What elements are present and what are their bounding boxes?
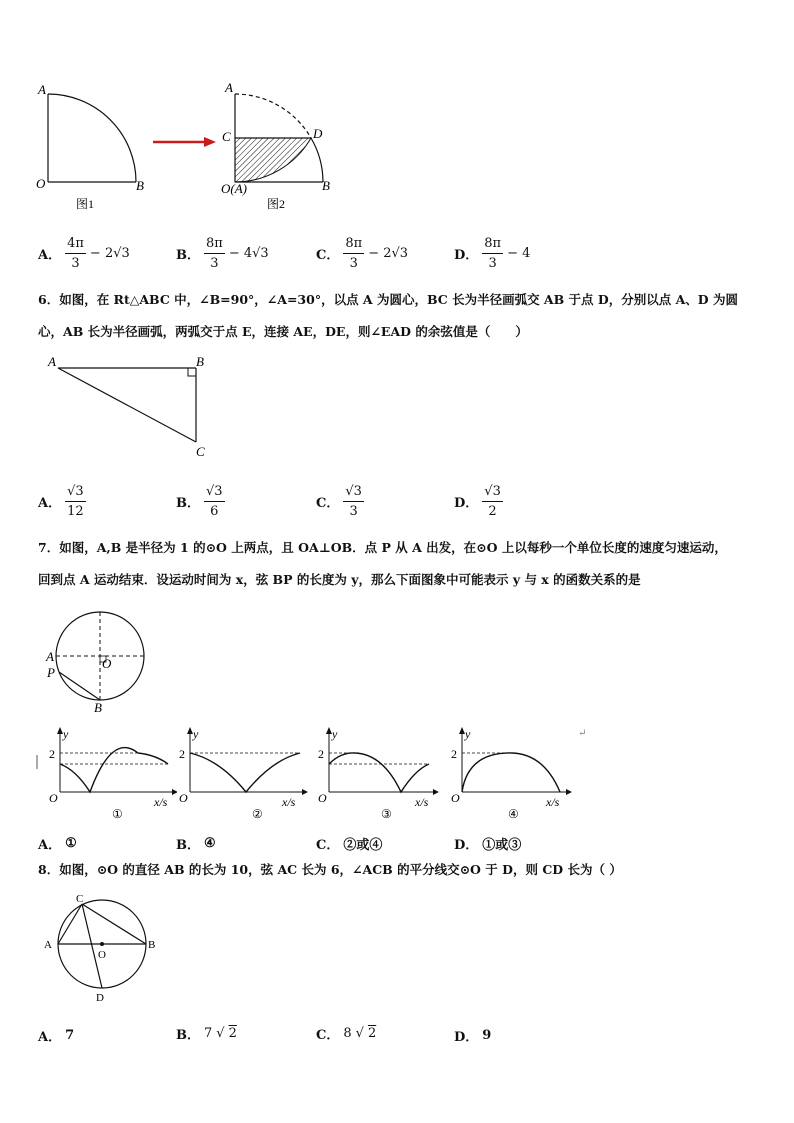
q7-option-c[interactable] (316, 834, 382, 853)
option-rest: − 4 (507, 246, 531, 261)
graph-y-label: y (465, 727, 471, 741)
q7-option-a[interactable] (38, 834, 77, 853)
graph-y-label: y (63, 727, 69, 741)
q7-graph-4 (440, 722, 580, 822)
option-letter: B． (176, 496, 200, 511)
q7-line-2: 回到点 A 运动结束．设运动时间为 x，弦 BP 的长度为 y，那么下面图象中可能表示 y 与 x 的函数关系的是 (38, 572, 641, 587)
q5-option-b[interactable] (176, 236, 269, 271)
option-letter: D． (454, 248, 479, 263)
fig2-label-d: D (313, 126, 323, 141)
q5-option-c[interactable] (316, 236, 408, 271)
option-letter: A． (38, 838, 62, 853)
q8-label-b: B (148, 939, 156, 951)
fraction: $\frac{8\pi}{3}$ (206, 236, 223, 271)
fig1-label-o: O (36, 176, 46, 191)
graph-origin: O (318, 791, 327, 805)
q7-label-p: P (47, 665, 55, 680)
option-letter: D． (454, 838, 479, 853)
graph-tick-2: 2 (318, 747, 324, 761)
option-letter: B． (176, 1028, 200, 1043)
fraction: $\frac{√3}{6}$ (206, 484, 223, 519)
q7-circle-figure (42, 606, 157, 714)
q6-option-c[interactable] (316, 484, 364, 519)
graph-x-label: x/s (154, 795, 168, 809)
fraction: $\frac{√3}{2}$ (484, 484, 501, 519)
fig1-label-a: A (38, 82, 46, 97)
option-text: ④ (204, 836, 216, 851)
graph-origin: O (179, 791, 188, 805)
option-letter: A． (38, 496, 62, 511)
option-rest: − 2√3 (89, 246, 130, 261)
option-letter: B． (176, 838, 200, 853)
fig1-caption: 图1 (76, 197, 95, 211)
q5-option-d[interactable] (454, 236, 530, 271)
option-letter: B． (176, 248, 200, 263)
q6-label-b: B (196, 354, 204, 369)
sqrt-sign: √ (216, 1026, 225, 1041)
q8-option-c[interactable] (316, 1024, 376, 1043)
q7-graph-3 (305, 722, 445, 822)
q8-line-1: 8．如图，⊙O 的直径 AB 的长为 10，弦 AC 长为 6，∠ACB 的平分线交⊙O 于 D，则 CD 长为（ ） (38, 862, 622, 877)
option-rest: − 2√3 (368, 246, 409, 261)
q5-figure-1 (30, 78, 160, 213)
q7-option-d[interactable] (454, 834, 521, 853)
graph-number: ④ (508, 807, 519, 821)
option-text: 9 (482, 1028, 492, 1043)
option-text: 7 (65, 1028, 75, 1043)
q7-graph-2 (170, 722, 315, 822)
graph-y-label: y (193, 727, 199, 741)
fig2-caption: 图2 (267, 197, 286, 211)
option-letter: C． (316, 838, 340, 853)
q5-option-a[interactable] (38, 236, 130, 271)
q7-label-a: A (46, 649, 54, 664)
q6-option-d[interactable] (454, 484, 503, 519)
q8-label-a: A (44, 939, 52, 951)
fraction: $\frac{8\pi}{3}$ (345, 236, 363, 271)
graph-origin: O (451, 791, 460, 805)
option-coef: 8 (343, 1026, 352, 1041)
red-arrow (150, 134, 220, 150)
fig2-label-o: O(A) (221, 181, 247, 196)
option-radicand: 2 (228, 1026, 237, 1041)
q6-label-c: C (196, 444, 205, 459)
q7-line-1: 7．如图，A,B 是半径为 1 的⊙O 上两点，且 OA⊥OB．点 P 从 A 出发，在⊙O 上以每秒一个单位长度的速度匀速运动， (38, 540, 727, 555)
q8-label-o: O (98, 949, 106, 961)
graph-y-label: y (332, 727, 338, 741)
option-text: ②或④ (343, 838, 383, 853)
graph-origin: O (49, 791, 58, 805)
graph-number: ② (252, 807, 263, 821)
option-letter: C． (316, 1028, 340, 1043)
fig1-label-b: B (136, 178, 144, 193)
q8-circle-figure (38, 888, 168, 1006)
graph-tick-2: 2 (49, 747, 55, 761)
q8-option-d[interactable] (454, 1026, 491, 1045)
q6-line-1: 6．如图，在 Rt△ABC 中，∠B=90°，∠A=30°，以点 A 为圆心，BC 长为半径画弧交 AB 于点 D，分别以点 A、D 为圆 (38, 292, 738, 307)
q6-label-a: A (48, 354, 56, 369)
fraction: $\frac{4\pi}{3}$ (67, 236, 84, 271)
fraction: $\frac{8\pi}{3}$ (484, 236, 502, 271)
fig2-label-b: B (322, 178, 330, 193)
q8-label-c: C (76, 893, 84, 905)
option-radicand: 2 (367, 1026, 377, 1041)
q6-line-2: 心，AB 长为半径画弧，两弧交于点 E，连接 AE，DE，则∠EAD 的余弦值是（ ） (38, 324, 528, 339)
q6-option-a[interactable] (38, 484, 86, 519)
graph-number: ③ (381, 807, 392, 821)
option-text: ① (65, 836, 77, 851)
q7-graph-1 (32, 722, 177, 822)
fig2-label-c: C (222, 129, 231, 144)
option-rest: − 4√3 (228, 246, 269, 261)
q5-figure-2 (215, 78, 345, 213)
q7-label-b: B (94, 700, 102, 714)
fraction: $\frac{√3}{3}$ (345, 484, 362, 519)
q8-option-a[interactable] (38, 1026, 74, 1045)
option-letter: A． (38, 1030, 62, 1045)
graph-tick-2: 2 (451, 747, 457, 761)
graph-x-label: x/s (282, 795, 296, 809)
option-letter: D． (454, 496, 479, 511)
q7-label-o: O (102, 656, 112, 671)
q8-label-d: D (96, 992, 104, 1004)
q8-option-b[interactable] (176, 1024, 237, 1043)
option-letter: C． (316, 496, 340, 511)
graph-x-label: x/s (546, 795, 560, 809)
graph-number: ① (112, 807, 123, 821)
return-mark-icon: ↵ (578, 728, 587, 739)
q7-option-b[interactable] (176, 834, 216, 853)
q6-triangle-figure (40, 350, 220, 462)
sqrt-sign: √ (355, 1026, 364, 1041)
option-text: ①或③ (482, 838, 522, 853)
q6-option-b[interactable] (176, 484, 225, 519)
option-letter: A． (38, 248, 62, 263)
graph-x-label: x/s (415, 795, 429, 809)
graph-tick-2: 2 (179, 747, 185, 761)
option-coef: 7 (204, 1026, 213, 1041)
option-letter: D． (454, 1030, 479, 1045)
fraction: $\frac{√3}{12}$ (67, 484, 84, 519)
option-letter: C． (316, 248, 340, 263)
fig2-label-a: A (225, 80, 233, 95)
